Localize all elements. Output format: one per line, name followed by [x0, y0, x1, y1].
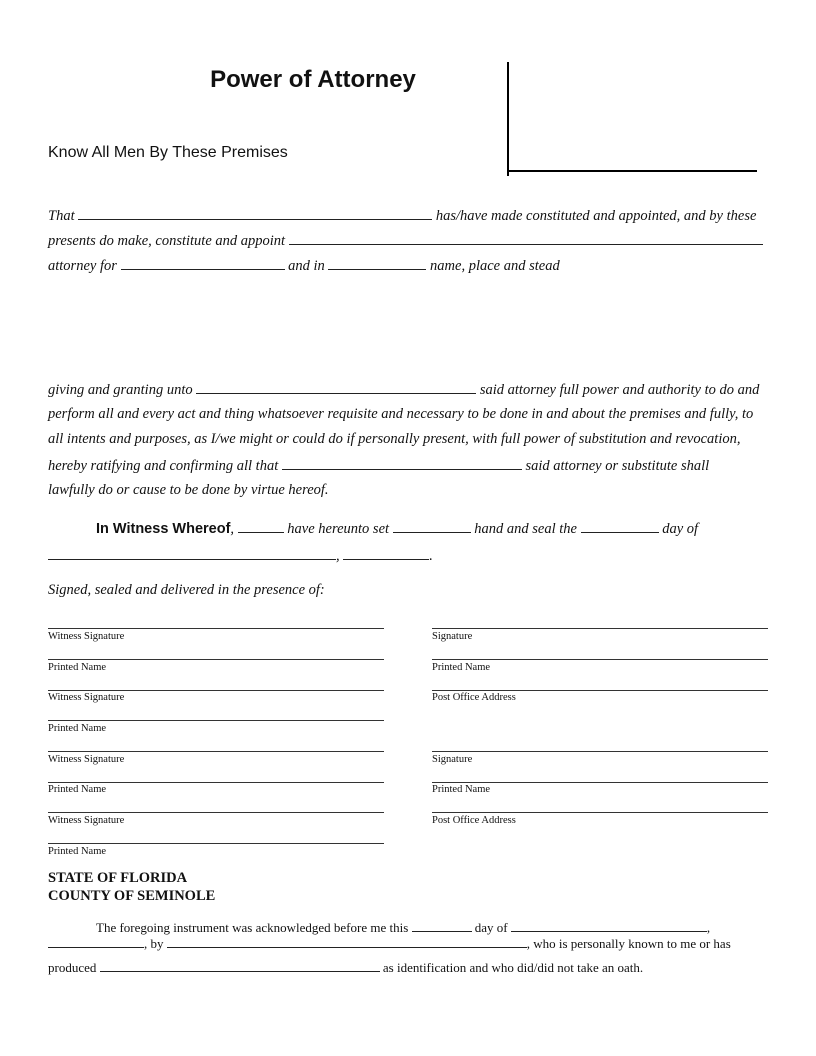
text-attorney-for: attorney for — [48, 258, 117, 274]
name-possessive-field[interactable] — [328, 256, 426, 270]
post-office-address-label: Post Office Address — [432, 815, 516, 826]
grant-line-4 — [48, 456, 709, 475]
text-hereunto-set: have hereunto set — [287, 521, 390, 537]
witness-whereof-heading: In Witness Whereof — [96, 521, 231, 537]
page-title: Power of Attorney — [210, 66, 416, 93]
appointment-line-1 — [48, 206, 756, 225]
printed-name-label: Printed Name — [432, 662, 491, 673]
signature-line[interactable] — [48, 843, 384, 844]
signature-line[interactable] — [432, 690, 768, 691]
text-personally-known: , who is personally known to me or has — [526, 936, 731, 951]
text-presents: presents do make, constitute and appoint — [48, 233, 286, 249]
text-notary-day-of: day of — [474, 920, 508, 935]
printed-name-label: Printed Name — [48, 662, 107, 673]
text-acknowledged: The foregoing instrument was acknowledged before me this — [96, 920, 409, 935]
post-office-address-label: Post Office Address — [432, 692, 516, 703]
text-identification: as identification and who did/did not take an oath. — [382, 960, 644, 975]
grant-line-2: perform all and every act and thing whatsoever requisite and necessary to be done in and about the premises and fully, to — [48, 406, 754, 422]
grant-line-5: lawfully do or cause to be done by virtue hereof. — [48, 482, 329, 498]
county-heading: COUNTY OF SEMINOLE — [48, 888, 216, 904]
signature-line[interactable] — [432, 782, 768, 783]
notary-line-2 — [48, 934, 731, 952]
witness-date-comma: , — [336, 548, 340, 564]
witness-whereof-line — [96, 519, 698, 538]
notary-line-3 — [48, 958, 643, 976]
identification-field[interactable] — [100, 958, 380, 972]
text-ratifying: hereby ratifying and confirming all that — [48, 458, 279, 474]
notary-day-field[interactable] — [412, 918, 472, 932]
signature-line[interactable] — [48, 720, 384, 721]
witness-signature-label: Witness Signature — [48, 692, 125, 703]
grantee-field[interactable] — [196, 380, 476, 394]
text-made-constituted: has/have made constituted and appointed, and by these — [435, 208, 757, 224]
signature-label: Signature — [432, 631, 473, 642]
witness-signature-label: Witness Signature — [48, 631, 125, 642]
signature-line[interactable] — [432, 659, 768, 660]
signature-line[interactable] — [48, 690, 384, 691]
signature-label: Signature — [432, 754, 473, 765]
text-attorney-substitute: said attorney or substitute shall — [525, 458, 710, 474]
text-that: That — [48, 208, 75, 224]
appointment-line-3 — [48, 256, 560, 275]
grant-line-3: all intents and purposes, as I/we might or could do if personally present, with full power of substitution and revocation, — [48, 431, 741, 447]
text-day-of: day of — [662, 521, 699, 537]
text-hand-seal: hand and seal the — [474, 521, 577, 537]
printed-name-label: Printed Name — [48, 846, 107, 857]
signature-line[interactable] — [48, 782, 384, 783]
attorney-for-field[interactable] — [121, 256, 285, 270]
text-and-in: and in — [288, 258, 325, 274]
recording-box-horizontal-rule — [507, 170, 757, 172]
attorney-name-field[interactable] — [289, 231, 763, 245]
signature-line[interactable] — [48, 751, 384, 752]
signature-line[interactable] — [432, 628, 768, 629]
state-heading: STATE OF FLORIDA — [48, 870, 188, 886]
witness-month-field[interactable] — [48, 546, 336, 560]
witness-year-field[interactable] — [343, 546, 429, 560]
principal-name-field[interactable] — [78, 206, 432, 220]
signature-line[interactable] — [48, 812, 384, 813]
witness-hand-field[interactable] — [393, 519, 471, 533]
notary-month-field[interactable] — [511, 918, 707, 932]
substitute-field[interactable] — [282, 456, 522, 470]
text-full-power: said attorney full power and authority to do and — [479, 382, 760, 398]
witness-signature-label: Witness Signature — [48, 754, 125, 765]
text-name-place-stead: name, place and stead — [430, 258, 560, 274]
signature-line[interactable] — [48, 659, 384, 660]
grant-line-1 — [48, 380, 759, 399]
printed-name-label: Printed Name — [48, 723, 107, 734]
appointment-line-2 — [48, 231, 763, 250]
signature-line[interactable] — [432, 751, 768, 752]
notary-year-field[interactable] — [48, 934, 144, 948]
witness-comma: , — [230, 521, 235, 537]
printed-name-label: Printed Name — [432, 784, 491, 795]
witness-day-field[interactable] — [581, 519, 659, 533]
printed-name-label: Printed Name — [48, 784, 107, 795]
recording-box-vertical-rule — [507, 62, 509, 176]
subtitle: Know All Men By These Premises — [48, 144, 288, 161]
witness-date-period: . — [429, 548, 433, 564]
notary-person-field[interactable] — [167, 934, 527, 948]
signature-line[interactable] — [432, 812, 768, 813]
notary-comma: , — [706, 920, 711, 935]
text-by: , by — [144, 936, 164, 951]
text-giving-granting: giving and granting unto — [48, 382, 193, 398]
signature-line[interactable] — [48, 628, 384, 629]
signed-sealed-line: Signed, sealed and delivered in the presence of: — [48, 582, 325, 598]
witness-signature-label: Witness Signature — [48, 815, 125, 826]
witness-party-field[interactable] — [238, 519, 284, 533]
text-produced: produced — [48, 960, 97, 975]
witness-date-line — [48, 546, 433, 565]
